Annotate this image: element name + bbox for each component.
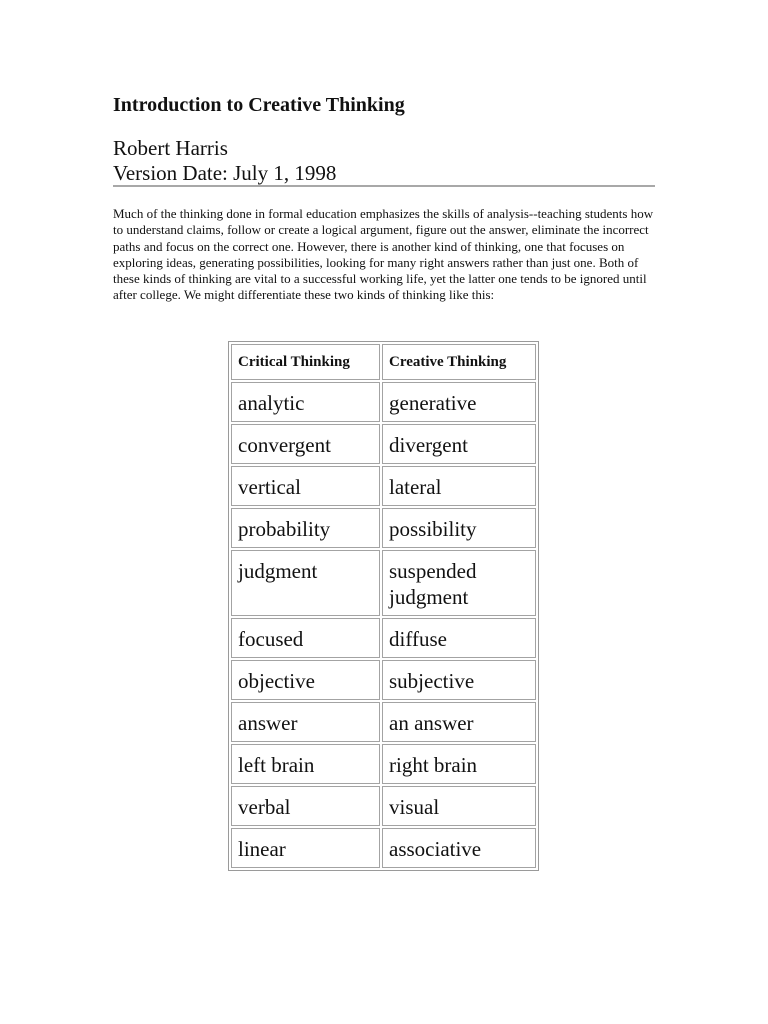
- column-header-critical: Critical Thinking: [231, 344, 380, 380]
- table-row: [231, 786, 536, 826]
- creative-cell: visual: [382, 786, 536, 826]
- table-row: [231, 618, 536, 658]
- creative-cell: lateral: [382, 466, 536, 506]
- creative-cell: possibility: [382, 508, 536, 548]
- table-row: [231, 828, 536, 868]
- critical-cell: linear: [231, 828, 380, 868]
- critical-cell: probability: [231, 508, 380, 548]
- critical-cell: focused: [231, 618, 380, 658]
- comparison-table: [228, 341, 539, 871]
- critical-cell: verbal: [231, 786, 380, 826]
- table-row: [231, 550, 536, 616]
- table-row: [231, 508, 536, 548]
- creative-cell: subjective: [382, 660, 536, 700]
- creative-cell: an answer: [382, 702, 536, 742]
- critical-cell: left brain: [231, 744, 380, 784]
- creative-cell: diffuse: [382, 618, 536, 658]
- table-row: [231, 382, 536, 422]
- creative-cell: associative: [382, 828, 536, 868]
- critical-cell: analytic: [231, 382, 380, 422]
- critical-cell: convergent: [231, 424, 380, 464]
- critical-cell: objective: [231, 660, 380, 700]
- comparison-table-container: [228, 341, 539, 871]
- table-row: [231, 660, 536, 700]
- header-divider: [113, 185, 655, 187]
- table-header-row: [231, 344, 536, 380]
- table-row: [231, 424, 536, 464]
- critical-cell: answer: [231, 702, 380, 742]
- creative-cell: divergent: [382, 424, 536, 464]
- table-row: [231, 702, 536, 742]
- creative-cell: generative: [382, 382, 536, 422]
- table-row: [231, 466, 536, 506]
- author-name: Robert Harris: [113, 136, 228, 160]
- creative-cell: right brain: [382, 744, 536, 784]
- table-row: [231, 744, 536, 784]
- version-date: Version Date: July 1, 1998: [113, 161, 337, 185]
- creative-cell: suspended judgment: [382, 550, 536, 616]
- intro-paragraph: Much of the thinking done in formal education emphasizes the skills of analysis--teaching students how to understand claims, follow or create a logical argument, figure out the answer, eliminate the incorrect paths and focus on the correct one. However, there is another kind of thinking, one that focuses on exploring ideas, generating possibilities, looking for many right answers rather than just one. Both of these kinds of thinking are vital to a successful working life, yet the latter one tends to be ignored until after college. We might differentiate these two kinds of thinking like this:: [113, 206, 654, 303]
- column-header-creative: Creative Thinking: [382, 344, 536, 380]
- critical-cell: judgment: [231, 550, 380, 616]
- page-title: Introduction to Creative Thinking: [113, 94, 405, 116]
- critical-cell: vertical: [231, 466, 380, 506]
